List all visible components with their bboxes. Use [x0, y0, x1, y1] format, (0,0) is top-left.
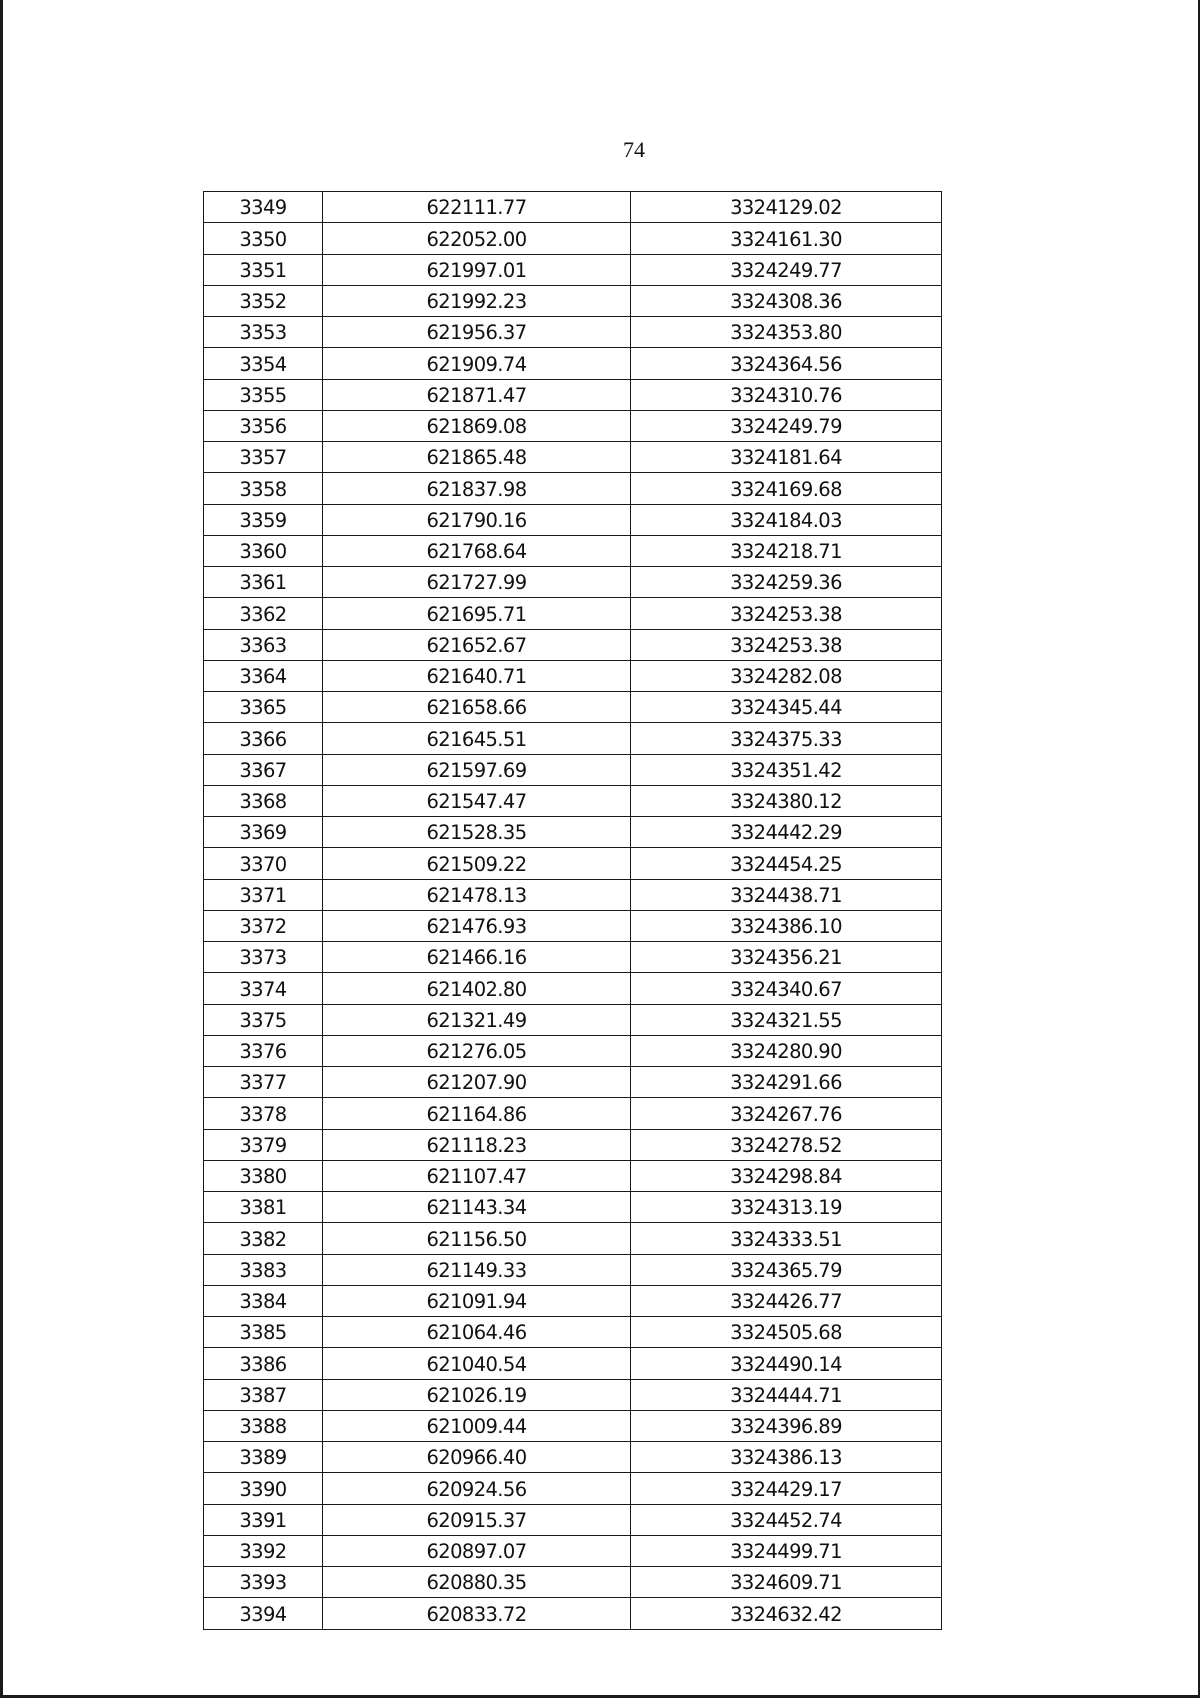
- point-id-cell: 3358: [204, 473, 323, 504]
- table-row: [204, 1067, 942, 1098]
- easting-cell: 621865.48: [323, 442, 631, 473]
- point-id-cell: 3365: [204, 692, 323, 723]
- easting-cell: 620880.35: [323, 1567, 631, 1598]
- point-id-cell: 3387: [204, 1379, 323, 1410]
- table-row: [204, 1004, 942, 1035]
- easting-cell: 621528.35: [323, 817, 631, 848]
- northing-cell: 3324375.33: [631, 723, 942, 754]
- table-row: [204, 348, 942, 379]
- easting-cell: 621321.49: [323, 1004, 631, 1035]
- table-row: [204, 660, 942, 691]
- point-id-cell: 3390: [204, 1473, 323, 1504]
- easting-cell: 621547.47: [323, 785, 631, 816]
- northing-cell: 3324253.38: [631, 629, 942, 660]
- coordinate-table: [203, 191, 942, 1630]
- table-row: [204, 723, 942, 754]
- point-id-cell: 3353: [204, 317, 323, 348]
- table-row: [204, 1223, 942, 1254]
- easting-cell: 621143.34: [323, 1192, 631, 1223]
- point-id-cell: 3354: [204, 348, 323, 379]
- northing-cell: 3324308.36: [631, 285, 942, 316]
- northing-cell: 3324278.52: [631, 1129, 942, 1160]
- table-row: [204, 848, 942, 879]
- table-row: [204, 692, 942, 723]
- easting-cell: 621107.47: [323, 1160, 631, 1191]
- easting-cell: 621695.71: [323, 598, 631, 629]
- point-id-cell: 3375: [204, 1004, 323, 1035]
- easting-cell: 621466.16: [323, 942, 631, 973]
- table-row: [204, 598, 942, 629]
- point-id-cell: 3355: [204, 379, 323, 410]
- northing-cell: 3324429.17: [631, 1473, 942, 1504]
- table-row: [204, 535, 942, 566]
- easting-cell: 622111.77: [323, 192, 631, 223]
- northing-cell: 3324253.38: [631, 598, 942, 629]
- northing-cell: 3324499.71: [631, 1535, 942, 1566]
- easting-cell: 621476.93: [323, 910, 631, 941]
- easting-cell: 621040.54: [323, 1348, 631, 1379]
- northing-cell: 3324505.68: [631, 1317, 942, 1348]
- table-row: [204, 1473, 942, 1504]
- northing-cell: 3324129.02: [631, 192, 942, 223]
- table-row: [204, 785, 942, 816]
- easting-cell: 621156.50: [323, 1223, 631, 1254]
- point-id-cell: 3373: [204, 942, 323, 973]
- point-id-cell: 3388: [204, 1410, 323, 1441]
- table-row: [204, 192, 942, 223]
- northing-cell: 3324249.79: [631, 410, 942, 441]
- easting-cell: 621091.94: [323, 1285, 631, 1316]
- point-id-cell: 3349: [204, 192, 323, 223]
- easting-cell: 622052.00: [323, 223, 631, 254]
- table-row: [204, 973, 942, 1004]
- table-row: [204, 910, 942, 941]
- northing-cell: 3324169.68: [631, 473, 942, 504]
- northing-cell: 3324161.30: [631, 223, 942, 254]
- point-id-cell: 3366: [204, 723, 323, 754]
- easting-cell: 621009.44: [323, 1410, 631, 1441]
- coordinate-table-body: [204, 192, 942, 1630]
- table-row: [204, 1035, 942, 1066]
- table-row: [204, 285, 942, 316]
- easting-cell: 620966.40: [323, 1442, 631, 1473]
- easting-cell: 620833.72: [323, 1598, 631, 1629]
- northing-cell: 3324184.03: [631, 504, 942, 535]
- northing-cell: 3324310.76: [631, 379, 942, 410]
- easting-cell: 621727.99: [323, 567, 631, 598]
- easting-cell: 620924.56: [323, 1473, 631, 1504]
- table-row: [204, 1598, 942, 1629]
- easting-cell: 621909.74: [323, 348, 631, 379]
- northing-cell: 3324356.21: [631, 942, 942, 973]
- point-id-cell: 3364: [204, 660, 323, 691]
- northing-cell: 3324353.80: [631, 317, 942, 348]
- easting-cell: 621869.08: [323, 410, 631, 441]
- point-id-cell: 3389: [204, 1442, 323, 1473]
- easting-cell: 621597.69: [323, 754, 631, 785]
- northing-cell: 3324452.74: [631, 1504, 942, 1535]
- table-row: [204, 473, 942, 504]
- table-row: [204, 567, 942, 598]
- northing-cell: 3324380.12: [631, 785, 942, 816]
- northing-cell: 3324438.71: [631, 879, 942, 910]
- table-row: [204, 1192, 942, 1223]
- table-row: [204, 754, 942, 785]
- easting-cell: 621149.33: [323, 1254, 631, 1285]
- point-id-cell: 3368: [204, 785, 323, 816]
- point-id-cell: 3372: [204, 910, 323, 941]
- point-id-cell: 3381: [204, 1192, 323, 1223]
- northing-cell: 3324313.19: [631, 1192, 942, 1223]
- northing-cell: 3324442.29: [631, 817, 942, 848]
- table-row: [204, 1160, 942, 1191]
- table-row: [204, 1567, 942, 1598]
- table-row: [204, 379, 942, 410]
- table-row: [204, 317, 942, 348]
- easting-cell: 621026.19: [323, 1379, 631, 1410]
- northing-cell: 3324351.42: [631, 754, 942, 785]
- easting-cell: 621871.47: [323, 379, 631, 410]
- northing-cell: 3324291.66: [631, 1067, 942, 1098]
- northing-cell: 3324282.08: [631, 660, 942, 691]
- easting-cell: 621164.86: [323, 1098, 631, 1129]
- easting-cell: 621790.16: [323, 504, 631, 535]
- easting-cell: 621997.01: [323, 254, 631, 285]
- northing-cell: 3324609.71: [631, 1567, 942, 1598]
- table-row: [204, 1129, 942, 1160]
- point-id-cell: 3385: [204, 1317, 323, 1348]
- point-id-cell: 3386: [204, 1348, 323, 1379]
- table-row: [204, 942, 942, 973]
- table-row: [204, 254, 942, 285]
- point-id-cell: 3371: [204, 879, 323, 910]
- easting-cell: 621276.05: [323, 1035, 631, 1066]
- scan-edge-left: [0, 0, 3, 1698]
- table-row: [204, 1285, 942, 1316]
- point-id-cell: 3367: [204, 754, 323, 785]
- easting-cell: 621064.46: [323, 1317, 631, 1348]
- easting-cell: 621992.23: [323, 285, 631, 316]
- table-row: [204, 1348, 942, 1379]
- point-id-cell: 3357: [204, 442, 323, 473]
- point-id-cell: 3362: [204, 598, 323, 629]
- table-row: [204, 1442, 942, 1473]
- easting-cell: 621207.90: [323, 1067, 631, 1098]
- table-row: [204, 1410, 942, 1441]
- northing-cell: 3324365.79: [631, 1254, 942, 1285]
- northing-cell: 3324444.71: [631, 1379, 942, 1410]
- northing-cell: 3324267.76: [631, 1098, 942, 1129]
- northing-cell: 3324298.84: [631, 1160, 942, 1191]
- northing-cell: 3324333.51: [631, 1223, 942, 1254]
- northing-cell: 3324396.89: [631, 1410, 942, 1441]
- point-id-cell: 3361: [204, 567, 323, 598]
- table-row: [204, 1535, 942, 1566]
- table-row: [204, 629, 942, 660]
- table-row: [204, 1504, 942, 1535]
- easting-cell: 621478.13: [323, 879, 631, 910]
- point-id-cell: 3374: [204, 973, 323, 1004]
- easting-cell: 621509.22: [323, 848, 631, 879]
- northing-cell: 3324340.67: [631, 973, 942, 1004]
- northing-cell: 3324249.77: [631, 254, 942, 285]
- northing-cell: 3324454.25: [631, 848, 942, 879]
- table-row: [204, 817, 942, 848]
- point-id-cell: 3351: [204, 254, 323, 285]
- point-id-cell: 3359: [204, 504, 323, 535]
- point-id-cell: 3360: [204, 535, 323, 566]
- northing-cell: 3324426.77: [631, 1285, 942, 1316]
- point-id-cell: 3393: [204, 1567, 323, 1598]
- page-number: 74: [623, 137, 645, 162]
- point-id-cell: 3394: [204, 1598, 323, 1629]
- table-row: [204, 410, 942, 441]
- point-id-cell: 3384: [204, 1285, 323, 1316]
- point-id-cell: 3391: [204, 1504, 323, 1535]
- northing-cell: 3324280.90: [631, 1035, 942, 1066]
- table-row: [204, 504, 942, 535]
- point-id-cell: 3363: [204, 629, 323, 660]
- point-id-cell: 3382: [204, 1223, 323, 1254]
- table-row: [204, 442, 942, 473]
- point-id-cell: 3356: [204, 410, 323, 441]
- northing-cell: 3324218.71: [631, 535, 942, 566]
- table-row: [204, 1379, 942, 1410]
- point-id-cell: 3352: [204, 285, 323, 316]
- table-row: [204, 1098, 942, 1129]
- northing-cell: 3324321.55: [631, 1004, 942, 1035]
- easting-cell: 621837.98: [323, 473, 631, 504]
- easting-cell: 621956.37: [323, 317, 631, 348]
- easting-cell: 621402.80: [323, 973, 631, 1004]
- point-id-cell: 3379: [204, 1129, 323, 1160]
- table-row: [204, 879, 942, 910]
- easting-cell: 621658.66: [323, 692, 631, 723]
- point-id-cell: 3380: [204, 1160, 323, 1191]
- easting-cell: 620897.07: [323, 1535, 631, 1566]
- northing-cell: 3324386.10: [631, 910, 942, 941]
- point-id-cell: 3370: [204, 848, 323, 879]
- easting-cell: 621645.51: [323, 723, 631, 754]
- point-id-cell: 3378: [204, 1098, 323, 1129]
- easting-cell: 620915.37: [323, 1504, 631, 1535]
- table-row: [204, 1317, 942, 1348]
- table-row: [204, 1254, 942, 1285]
- northing-cell: 3324632.42: [631, 1598, 942, 1629]
- easting-cell: 621652.67: [323, 629, 631, 660]
- northing-cell: 3324386.13: [631, 1442, 942, 1473]
- point-id-cell: 3350: [204, 223, 323, 254]
- northing-cell: 3324259.36: [631, 567, 942, 598]
- point-id-cell: 3376: [204, 1035, 323, 1066]
- northing-cell: 3324364.56: [631, 348, 942, 379]
- northing-cell: 3324345.44: [631, 692, 942, 723]
- point-id-cell: 3383: [204, 1254, 323, 1285]
- point-id-cell: 3369: [204, 817, 323, 848]
- northing-cell: 3324490.14: [631, 1348, 942, 1379]
- point-id-cell: 3392: [204, 1535, 323, 1566]
- easting-cell: 621118.23: [323, 1129, 631, 1160]
- point-id-cell: 3377: [204, 1067, 323, 1098]
- easting-cell: 621640.71: [323, 660, 631, 691]
- northing-cell: 3324181.64: [631, 442, 942, 473]
- easting-cell: 621768.64: [323, 535, 631, 566]
- table-row: [204, 223, 942, 254]
